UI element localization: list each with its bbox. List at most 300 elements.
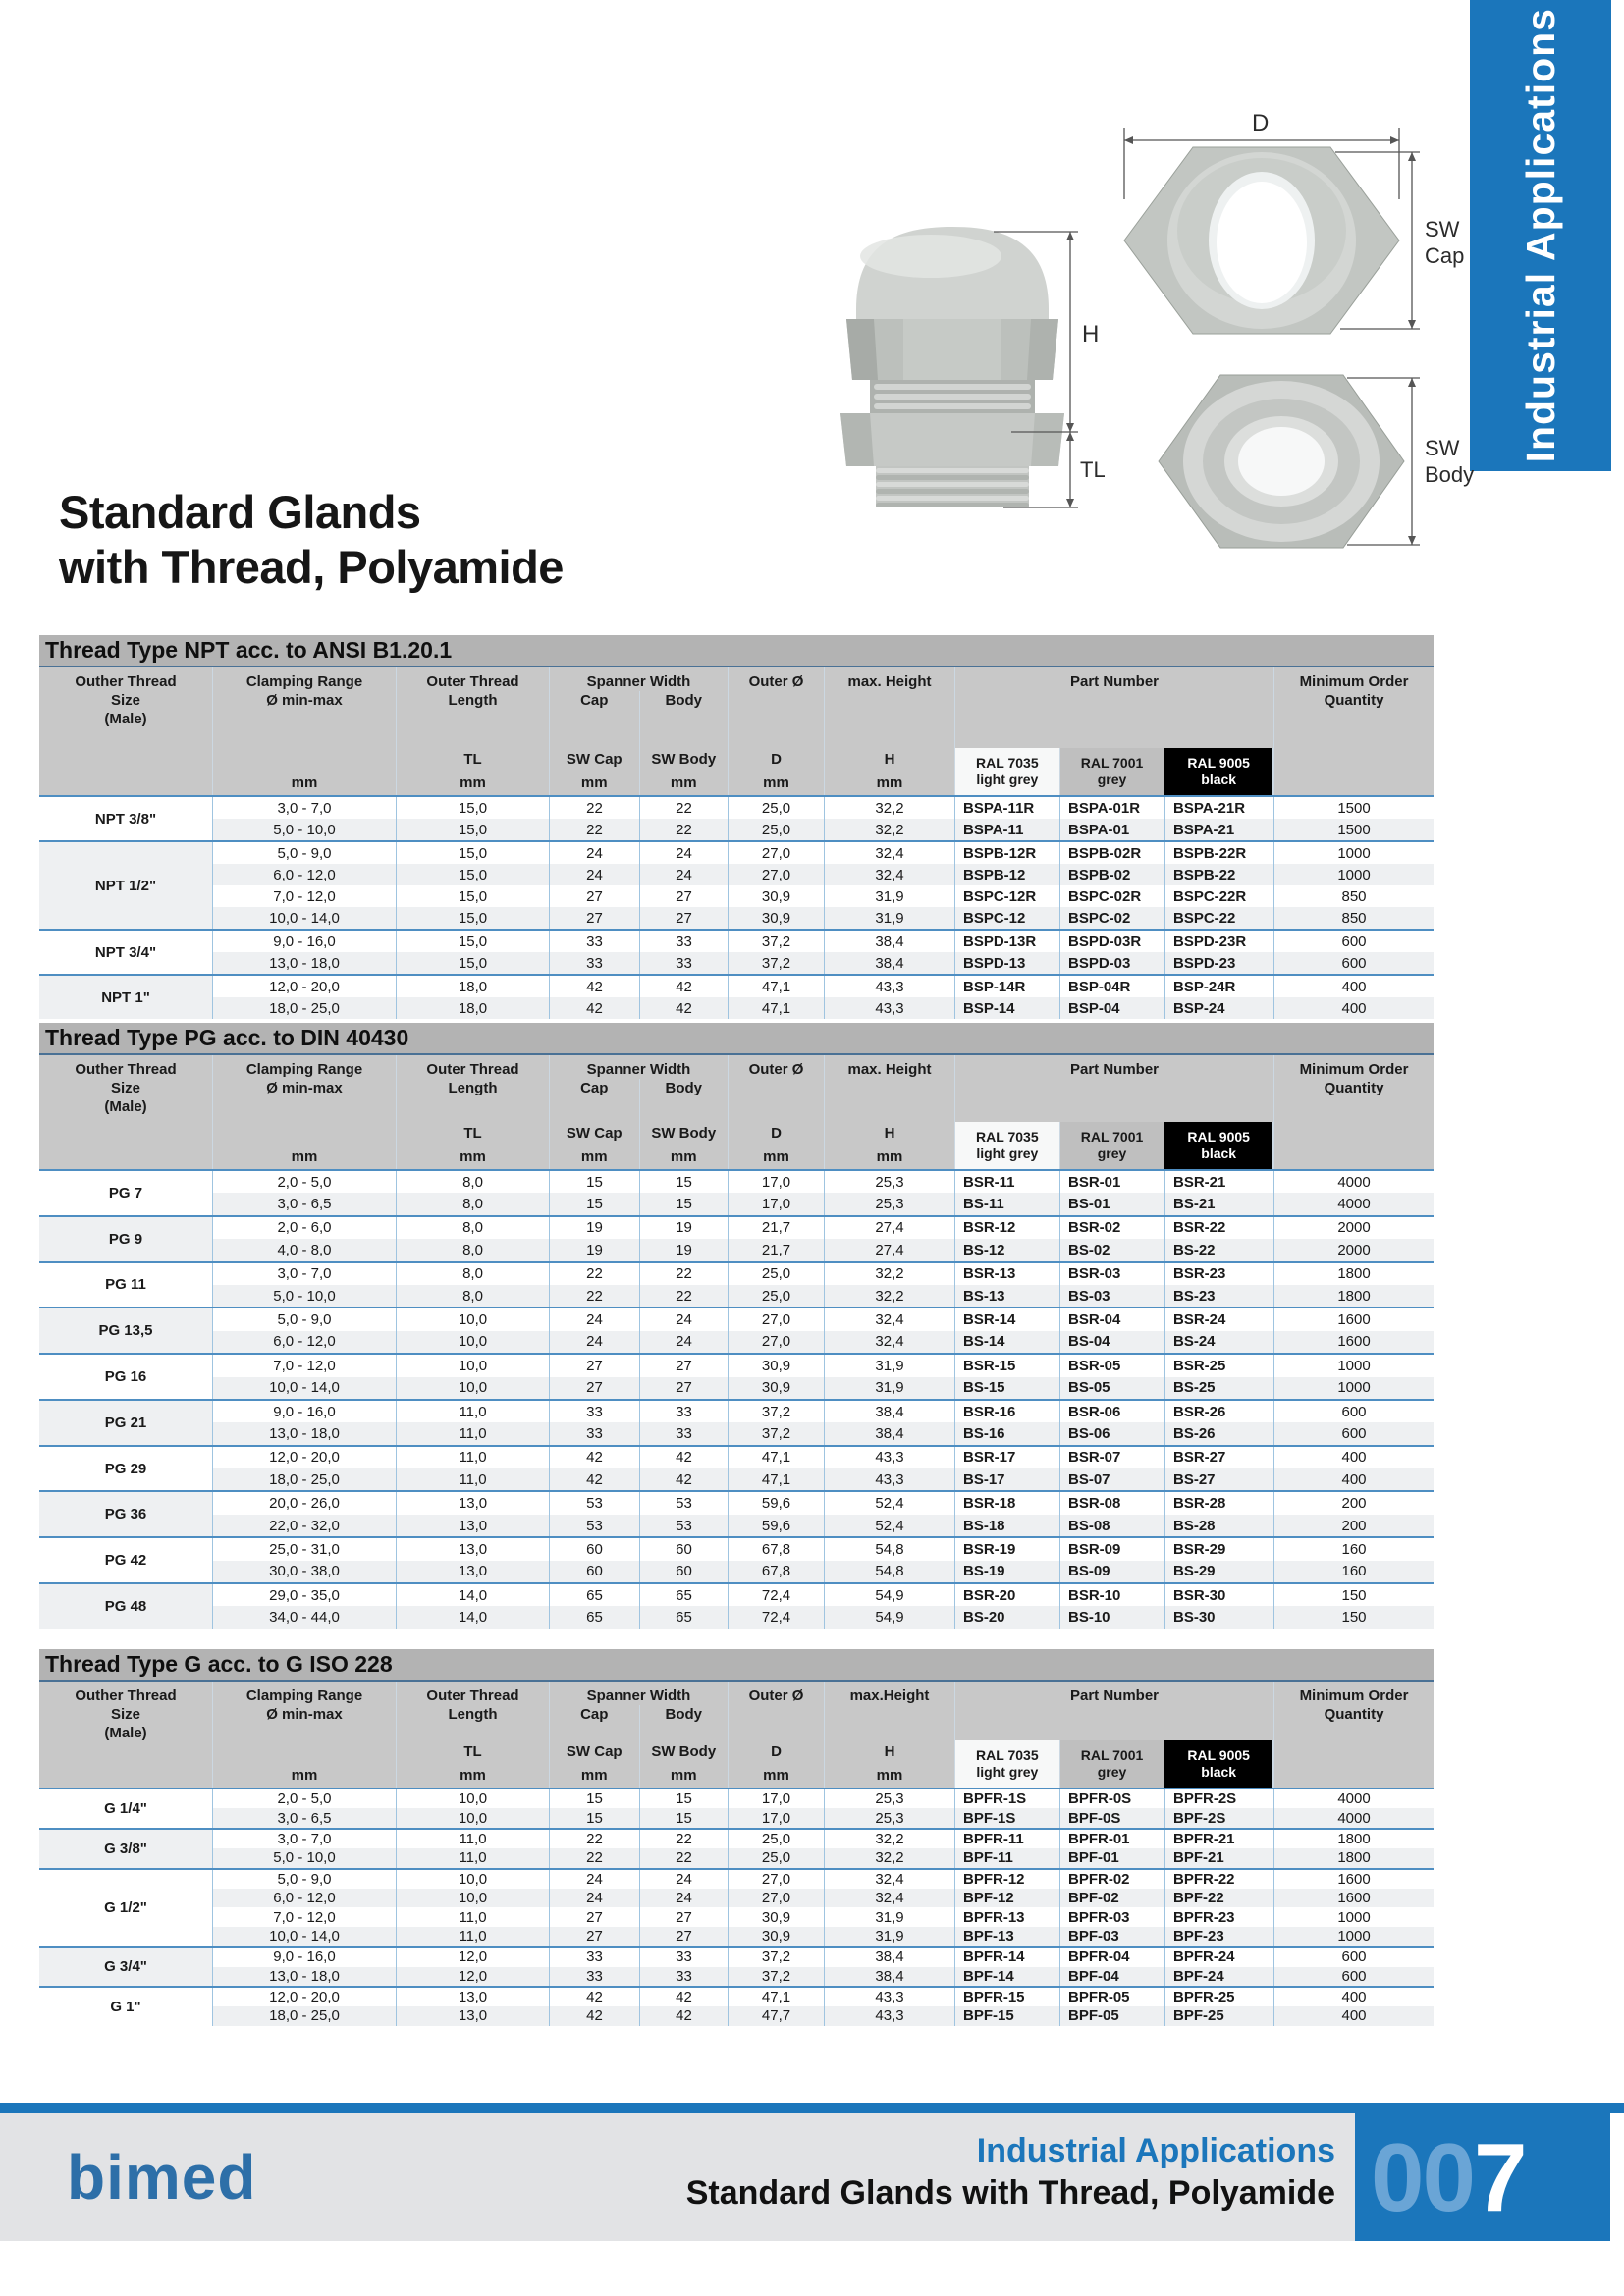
table-cell: 42 xyxy=(640,997,729,1019)
table-cell: 22 xyxy=(550,1263,640,1285)
table-cell: 25,0 xyxy=(729,1285,825,1307)
table-cell: BSR-26 xyxy=(1165,1401,1274,1422)
table-cell: BPF-2S xyxy=(1165,1808,1274,1827)
header-col-thread-length: Outer Thread Length TL mm xyxy=(397,667,550,795)
thread-size-cell: G 1/2" xyxy=(39,1870,213,1947)
table-cell: BSR-27 xyxy=(1165,1447,1274,1468)
table-cell: 160 xyxy=(1274,1561,1434,1582)
table-cell: 9,0 - 16,0 xyxy=(213,1948,397,1966)
table-cell: BS-06 xyxy=(1060,1422,1165,1444)
thread-size-cell: NPT 1/2" xyxy=(39,842,213,929)
section-title: Thread Type PG acc. to DIN 40430 xyxy=(39,1023,1434,1055)
table-cell: BSPC-12 xyxy=(955,907,1060,929)
table-cell: BPFR-24 xyxy=(1165,1948,1274,1966)
header-col-thread-size: Outher Thread Size (Male) xyxy=(39,1055,213,1169)
table-group xyxy=(39,1986,1434,2026)
table-cell: 24 xyxy=(640,1889,729,1907)
table-cell: 5,0 - 9,0 xyxy=(213,1870,397,1889)
page-number-light: 00 xyxy=(1371,2122,1475,2231)
table-cell: 15,0 xyxy=(397,797,550,819)
table-cell: 25,0 - 31,0 xyxy=(213,1538,397,1560)
table-group xyxy=(39,1828,1434,1868)
table-cell: 25,0 xyxy=(729,1263,825,1285)
table-cell: 53 xyxy=(550,1492,640,1514)
table-cell: 42 xyxy=(640,1468,729,1490)
table-cell: BSR-11 xyxy=(955,1171,1060,1193)
table-cell: 3,0 - 6,5 xyxy=(213,1808,397,1827)
gland-top-view-cap xyxy=(1124,147,1399,334)
table-cell: BPF-23 xyxy=(1165,1927,1274,1946)
table-cell: 15 xyxy=(550,1789,640,1808)
table-cell: BSPA-11 xyxy=(955,819,1060,840)
table-cell: 400 xyxy=(1274,1468,1434,1490)
table-cell: 60 xyxy=(550,1561,640,1582)
table-cell: BSP-04 xyxy=(1060,997,1165,1019)
thread-size-cell: G 1" xyxy=(39,1988,213,2026)
table-cell: 15 xyxy=(640,1171,729,1193)
table-cell: 17,0 xyxy=(729,1171,825,1193)
table-cell: 33 xyxy=(550,1401,640,1422)
table-cell: 59,6 xyxy=(729,1515,825,1536)
dimension-label-sw-body-2: Body xyxy=(1425,462,1475,487)
table-cell: 15 xyxy=(640,1789,729,1808)
table-cell: BSP-24 xyxy=(1165,997,1274,1019)
table-cell: 54,8 xyxy=(825,1561,955,1582)
thread-size-cell: NPT 3/8" xyxy=(39,797,213,840)
ral-color-header: RAL 7001 grey xyxy=(1060,1740,1165,1788)
table-cell: BPFR-14 xyxy=(955,1948,1060,1966)
table-cell: 1000 xyxy=(1274,1377,1434,1399)
table-cell: 21,7 xyxy=(729,1239,825,1260)
table-cell: 1000 xyxy=(1274,1927,1434,1946)
table-cell: 27 xyxy=(640,1355,729,1376)
table-cell: 38,4 xyxy=(825,1422,955,1444)
table-cell: 18,0 - 25,0 xyxy=(213,1468,397,1490)
sidebar-category-tab xyxy=(1470,0,1611,471)
table-cell: 25,3 xyxy=(825,1193,955,1214)
table-cell: 1800 xyxy=(1274,1285,1434,1307)
footer-category: Industrial Applications xyxy=(976,2132,1335,2169)
table-cell: BS-16 xyxy=(955,1422,1060,1444)
table-cell: 72,4 xyxy=(729,1584,825,1606)
table-group xyxy=(39,1789,1434,1828)
table-cell: 22 xyxy=(640,1830,729,1848)
table-cell: 67,8 xyxy=(729,1561,825,1582)
table-cell: 8,0 xyxy=(397,1239,550,1260)
table-cell: 11,0 xyxy=(397,1907,550,1926)
table-cell: BSR-01 xyxy=(1060,1171,1165,1193)
table-cell: 200 xyxy=(1274,1515,1434,1536)
table-cell: BSPD-03 xyxy=(1060,952,1165,974)
table-cell: 10,0 xyxy=(397,1377,550,1399)
table-cell: BS-19 xyxy=(955,1561,1060,1582)
table-cell: 22 xyxy=(640,797,729,819)
table-cell: 1500 xyxy=(1274,819,1434,840)
table-cell: BSR-17 xyxy=(955,1447,1060,1468)
footer-accent-stripe xyxy=(0,2103,1624,2113)
table-cell: 33 xyxy=(640,1967,729,1986)
table-cell: 1600 xyxy=(1274,1331,1434,1353)
table-cell: BS-28 xyxy=(1165,1515,1274,1536)
table-cell: 27 xyxy=(640,1377,729,1399)
table-cell: 1800 xyxy=(1274,1263,1434,1285)
table-cell: 22 xyxy=(640,1263,729,1285)
table-cell: 43,3 xyxy=(825,1988,955,2006)
dimension-label-h: H xyxy=(1082,321,1100,347)
table-cell: BSPD-13 xyxy=(955,952,1060,974)
table-cell: 1600 xyxy=(1274,1870,1434,1889)
table-cell: 17,0 xyxy=(729,1789,825,1808)
table-cell: BS-22 xyxy=(1165,1239,1274,1260)
table-cell: 59,6 xyxy=(729,1492,825,1514)
table-cell: BPF-03 xyxy=(1060,1927,1165,1946)
table-cell: BSR-25 xyxy=(1165,1355,1274,1376)
table-cell: 53 xyxy=(640,1492,729,1514)
table-cell: 42 xyxy=(550,997,640,1019)
table-body xyxy=(39,1789,1434,2026)
table-group xyxy=(39,1399,1434,1445)
table-cell: 1600 xyxy=(1274,1889,1434,1907)
table-cell: 600 xyxy=(1274,1422,1434,1444)
table-cell: BPF-13 xyxy=(955,1927,1060,1946)
table-cell: 32,2 xyxy=(825,1285,955,1307)
table-cell: 12,0 - 20,0 xyxy=(213,1988,397,2006)
thread-size-cell: PG 21 xyxy=(39,1401,213,1445)
table-cell: 9,0 - 16,0 xyxy=(213,1401,397,1422)
table-cell: 2000 xyxy=(1274,1239,1434,1260)
table-cell: 24 xyxy=(640,864,729,885)
table-cell: 30,9 xyxy=(729,885,825,907)
table-cell: BS-12 xyxy=(955,1239,1060,1260)
thread-size-cell: PG 13,5 xyxy=(39,1308,213,1353)
table-cell: BPF-11 xyxy=(955,1848,1060,1867)
table-cell: 65 xyxy=(550,1606,640,1628)
table-cell: 5,0 - 10,0 xyxy=(213,1285,397,1307)
table-group xyxy=(39,1490,1434,1536)
table-cell: 10,0 - 14,0 xyxy=(213,1927,397,1946)
table-cell: BSR-09 xyxy=(1060,1538,1165,1560)
table-cell: BPFR-22 xyxy=(1165,1870,1274,1889)
table-cell: 7,0 - 12,0 xyxy=(213,885,397,907)
table-cell: 200 xyxy=(1274,1492,1434,1514)
table-cell: BPF-04 xyxy=(1060,1967,1165,1986)
table-cell: 1000 xyxy=(1274,1355,1434,1376)
table-cell: 25,3 xyxy=(825,1171,955,1193)
table-cell: 29,0 - 35,0 xyxy=(213,1584,397,1606)
header-col-thread-length: Outer Thread Length TL mm xyxy=(397,1682,550,1788)
page-number: 7 xyxy=(1474,2122,1526,2231)
table-cell: 10,0 - 14,0 xyxy=(213,1377,397,1399)
table-cell: BSPA-11R xyxy=(955,797,1060,819)
table-group xyxy=(39,1582,1434,1629)
table-cell: 600 xyxy=(1274,1948,1434,1966)
bimed-logo: bimed xyxy=(67,2142,257,2213)
footer-page-subtitle: Standard Glands with Thread, Polyamide xyxy=(685,2174,1335,2212)
table-cell: 8,0 xyxy=(397,1285,550,1307)
table-cell: 24 xyxy=(550,1331,640,1353)
table-cell: 22 xyxy=(550,1830,640,1848)
table-cell: 54,8 xyxy=(825,1538,955,1560)
table-cell: 32,4 xyxy=(825,864,955,885)
table-cell: 33 xyxy=(550,1967,640,1986)
table-cell: BSR-24 xyxy=(1165,1308,1274,1330)
table-cell: 15,0 xyxy=(397,819,550,840)
table-cell: 32,4 xyxy=(825,842,955,864)
table-cell: BS-08 xyxy=(1060,1515,1165,1536)
table-cell: 12,0 - 20,0 xyxy=(213,1447,397,1468)
table-cell: 27 xyxy=(640,1907,729,1926)
table-cell: 17,0 xyxy=(729,1808,825,1827)
table-cell: 27 xyxy=(550,907,640,929)
table-cell: BSPB-12 xyxy=(955,864,1060,885)
table-cell: BSPB-22R xyxy=(1165,842,1274,864)
dimension-label-tl: TL xyxy=(1080,457,1106,482)
table-cell: BPFR-02 xyxy=(1060,1870,1165,1889)
dimension-label-d: D xyxy=(1252,110,1270,136)
table-cell: 22 xyxy=(640,1285,729,1307)
table-cell: 3,0 - 7,0 xyxy=(213,797,397,819)
table-cell: BSR-14 xyxy=(955,1308,1060,1330)
table-cell: BSPB-22 xyxy=(1165,864,1274,885)
table-cell: 4000 xyxy=(1274,1789,1434,1808)
table-cell: BPF-15 xyxy=(955,2006,1060,2025)
table-cell: 27,0 xyxy=(729,1870,825,1889)
table-cell: 37,2 xyxy=(729,1401,825,1422)
table-cell: BS-01 xyxy=(1060,1193,1165,1214)
table-cell: BPFR-23 xyxy=(1165,1907,1274,1926)
table-cell: 31,9 xyxy=(825,1355,955,1376)
header-col-max-height: max.Height H mm xyxy=(825,1682,955,1788)
header-col-clamping-range: Clamping Range Ø min-max mm xyxy=(213,1682,397,1788)
gland-top-view-body xyxy=(1159,375,1404,548)
table-cell: 42 xyxy=(550,1988,640,2006)
table-header xyxy=(39,667,1434,797)
table-cell: 14,0 xyxy=(397,1584,550,1606)
table-cell: BPFR-03 xyxy=(1060,1907,1165,1926)
table-cell: 18,0 - 25,0 xyxy=(213,997,397,1019)
ral-color-header: RAL 7035 light grey xyxy=(955,1122,1060,1169)
table-cell: 850 xyxy=(1274,885,1434,907)
table-cell: BSR-13 xyxy=(955,1263,1060,1285)
table-cell: BPFR-04 xyxy=(1060,1948,1165,1966)
table-cell: 27 xyxy=(550,1907,640,1926)
table-cell: 47,7 xyxy=(729,2006,825,2025)
table-cell: 24 xyxy=(640,1870,729,1889)
table-cell: BPF-24 xyxy=(1165,1967,1274,1986)
table-cell: BSPB-02 xyxy=(1060,864,1165,885)
table-cell: BSR-19 xyxy=(955,1538,1060,1560)
table-cell: 42 xyxy=(550,976,640,997)
table-cell: BPFR-21 xyxy=(1165,1830,1274,1848)
table-cell: BS-27 xyxy=(1165,1468,1274,1490)
header-col-minimum-order: Minimum Order Quantity xyxy=(1299,1687,1409,1723)
table-cell: 33 xyxy=(640,1401,729,1422)
table-cell: 24 xyxy=(640,1308,729,1330)
table-cell: BPFR-01 xyxy=(1060,1830,1165,1848)
table-cell: 1000 xyxy=(1274,864,1434,885)
table-cell: BPF-1S xyxy=(955,1808,1060,1827)
table-cell: 42 xyxy=(640,1447,729,1468)
thread-size-cell: PG 48 xyxy=(39,1584,213,1629)
footer-band xyxy=(0,2113,1355,2241)
table-cell: BSR-30 xyxy=(1165,1584,1274,1606)
table-cell: 10,0 xyxy=(397,1870,550,1889)
table-cell: BSPB-12R xyxy=(955,842,1060,864)
table-cell: 60 xyxy=(640,1561,729,1582)
table-cell: BS-03 xyxy=(1060,1285,1165,1307)
table-group xyxy=(39,974,1434,1019)
table-cell: 30,9 xyxy=(729,907,825,929)
table-cell: 43,3 xyxy=(825,997,955,1019)
data-table xyxy=(39,635,1434,1019)
table-cell: 15,0 xyxy=(397,952,550,974)
table-group xyxy=(39,1261,1434,1308)
table-cell: 31,9 xyxy=(825,1907,955,1926)
table-cell: 43,3 xyxy=(825,1468,955,1490)
table-cell: 60 xyxy=(640,1538,729,1560)
table-cell: BSR-08 xyxy=(1060,1492,1165,1514)
ral-color-header: RAL 9005 black xyxy=(1164,1740,1273,1788)
table-cell: 24 xyxy=(550,842,640,864)
table-cell: 10,0 xyxy=(397,1331,550,1353)
table-cell: BSPD-13R xyxy=(955,931,1060,952)
table-cell: BPFR-2S xyxy=(1165,1789,1274,1808)
sidebar-label: Industrial Applications xyxy=(1517,8,1563,463)
table-cell: BS-23 xyxy=(1165,1285,1274,1307)
table-cell: 12,0 xyxy=(397,1967,550,1986)
table-cell: 3,0 - 7,0 xyxy=(213,1263,397,1285)
table-cell: 8,0 xyxy=(397,1217,550,1239)
table-cell: 33 xyxy=(550,1948,640,1966)
table-cell: 11,0 xyxy=(397,1401,550,1422)
table-cell: 13,0 - 18,0 xyxy=(213,952,397,974)
table-cell: 27,0 xyxy=(729,864,825,885)
table-cell: 10,0 xyxy=(397,1789,550,1808)
table-cell: BPF-12 xyxy=(955,1889,1060,1907)
table-cell: 2,0 - 5,0 xyxy=(213,1789,397,1808)
header-col-thread-size: Outher Thread Size (Male) xyxy=(39,1682,213,1788)
table-cell: 33 xyxy=(640,952,729,974)
table-cell: BPFR-11 xyxy=(955,1830,1060,1848)
table-cell: 27,0 xyxy=(729,1889,825,1907)
dimension-label-sw-cap-2: Cap xyxy=(1425,243,1465,268)
table-cell: BPFR-1S xyxy=(955,1789,1060,1808)
table-cell: BSR-05 xyxy=(1060,1355,1165,1376)
table-cell: 25,3 xyxy=(825,1789,955,1808)
table-cell: 600 xyxy=(1274,931,1434,952)
table-cell: 53 xyxy=(550,1515,640,1536)
table-cell: 27,0 xyxy=(729,842,825,864)
thread-size-cell: NPT 1" xyxy=(39,976,213,1019)
table-cell: BSP-14 xyxy=(955,997,1060,1019)
table-cell: 42 xyxy=(640,2006,729,2025)
table-cell: 1000 xyxy=(1274,1907,1434,1926)
table-cell: 67,8 xyxy=(729,1538,825,1560)
table-cell: BS-21 xyxy=(1165,1193,1274,1214)
table-cell: 1000 xyxy=(1274,842,1434,864)
page-title xyxy=(59,485,564,595)
table-cell: 65 xyxy=(550,1584,640,1606)
table-cell: 52,4 xyxy=(825,1515,955,1536)
table-cell: 30,0 - 38,0 xyxy=(213,1561,397,1582)
table-cell: 13,0 - 18,0 xyxy=(213,1967,397,1986)
table-cell: 160 xyxy=(1274,1538,1434,1560)
table-cell: 31,9 xyxy=(825,1927,955,1946)
table-cell: 13,0 xyxy=(397,1492,550,1514)
table-group xyxy=(39,1445,1434,1491)
table-cell: 850 xyxy=(1274,907,1434,929)
table-cell: 10,0 xyxy=(397,1808,550,1827)
table-cell: 15 xyxy=(640,1193,729,1214)
header-group-spanner-width: Spanner Width Cap SW Cap mm Body SW Body mm xyxy=(550,1055,729,1169)
table-cell: 4000 xyxy=(1274,1193,1434,1214)
table-cell: 37,2 xyxy=(729,931,825,952)
table-cell: BS-29 xyxy=(1165,1561,1274,1582)
table-cell: 25,0 xyxy=(729,1830,825,1848)
table-cell: 32,2 xyxy=(825,1848,955,1867)
table-cell: 37,2 xyxy=(729,1967,825,1986)
table-cell: 15,0 xyxy=(397,864,550,885)
thread-size-cell: PG 42 xyxy=(39,1538,213,1582)
table-cell: BSR-18 xyxy=(955,1492,1060,1514)
table-cell: 1500 xyxy=(1274,797,1434,819)
thread-size-cell: G 3/8" xyxy=(39,1830,213,1868)
table-cell: 32,4 xyxy=(825,1889,955,1907)
table-cell: 22 xyxy=(550,797,640,819)
table-cell: 20,0 - 26,0 xyxy=(213,1492,397,1514)
table-cell: BSPA-01 xyxy=(1060,819,1165,840)
table-cell: 54,9 xyxy=(825,1584,955,1606)
table-cell: 22 xyxy=(550,1285,640,1307)
table-cell: BS-05 xyxy=(1060,1377,1165,1399)
table-cell: 31,9 xyxy=(825,1377,955,1399)
table-cell: 600 xyxy=(1274,952,1434,974)
table-header xyxy=(39,1055,1434,1171)
table-cell: BSR-06 xyxy=(1060,1401,1165,1422)
table-cell: 6,0 - 12,0 xyxy=(213,1889,397,1907)
table-cell: 22 xyxy=(550,1848,640,1867)
table-cell: 47,1 xyxy=(729,997,825,1019)
table-cell: BS-02 xyxy=(1060,1239,1165,1260)
ral-color-header: RAL 7001 grey xyxy=(1060,748,1165,795)
table-cell: 21,7 xyxy=(729,1217,825,1239)
table-cell: 32,2 xyxy=(825,1830,955,1848)
table-cell: BS-30 xyxy=(1165,1606,1274,1628)
table-cell: 30,9 xyxy=(729,1355,825,1376)
table-cell: 47,1 xyxy=(729,976,825,997)
thread-size-cell: G 3/4" xyxy=(39,1948,213,1986)
table-cell: BS-14 xyxy=(955,1331,1060,1353)
table-cell: BS-13 xyxy=(955,1285,1060,1307)
table-cell: 7,0 - 12,0 xyxy=(213,1907,397,1926)
table-cell: BSR-29 xyxy=(1165,1538,1274,1560)
table-group xyxy=(39,840,1434,929)
table-cell: 15,0 xyxy=(397,885,550,907)
table-cell: BSPC-02R xyxy=(1060,885,1165,907)
table-cell: BPF-25 xyxy=(1165,2006,1274,2025)
table-cell: 24 xyxy=(550,1889,640,1907)
table-cell: 38,4 xyxy=(825,931,955,952)
table-cell: 400 xyxy=(1274,1447,1434,1468)
table-cell: 33 xyxy=(550,931,640,952)
table-cell: 65 xyxy=(640,1606,729,1628)
table-cell: BPFR-15 xyxy=(955,1988,1060,2006)
table-cell: 400 xyxy=(1274,976,1434,997)
table-cell: 600 xyxy=(1274,1967,1434,1986)
table-cell: BSR-12 xyxy=(955,1217,1060,1239)
thread-size-cell: PG 11 xyxy=(39,1263,213,1308)
table-cell: 27 xyxy=(640,1927,729,1946)
